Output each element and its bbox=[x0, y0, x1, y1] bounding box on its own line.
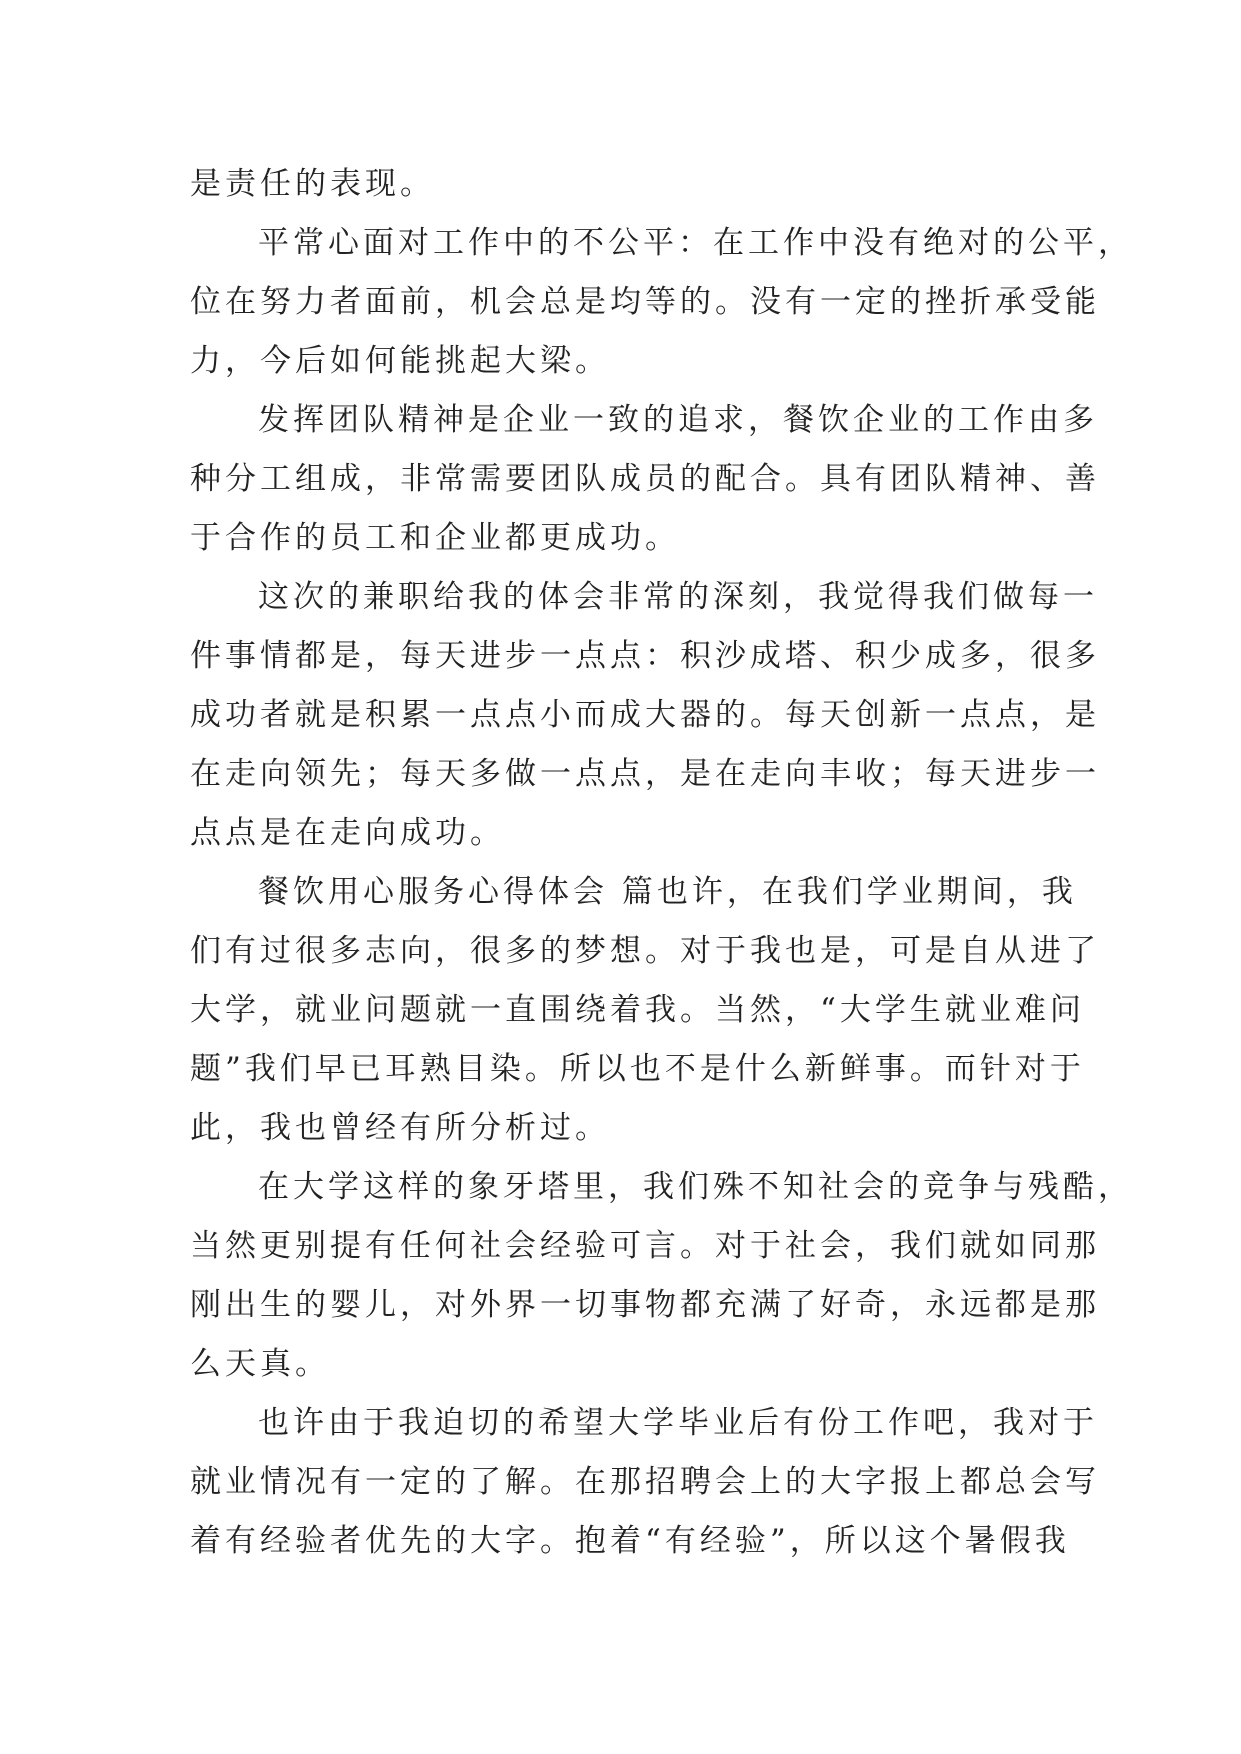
text-line: 餐饮用心服务心得体会 篇也许，在我们学业期间，我 bbox=[258, 874, 1077, 910]
paragraph-1 bbox=[190, 155, 1050, 214]
paragraph-6 bbox=[190, 1158, 1133, 1394]
text-line: 就业情况有一定的了解。在那招聘会上的大字报上都总会写 bbox=[190, 1464, 1100, 1500]
paragraph-5 bbox=[190, 863, 1100, 1158]
text-line: 平常心面对工作中的不公平：在工作中没有绝对的公平， bbox=[258, 225, 1133, 261]
text-line: 刚出生的婴儿，对外界一切事物都充满了好奇，永远都是那 bbox=[190, 1287, 1100, 1323]
paragraph-3 bbox=[190, 391, 1100, 568]
text-line: 在大学这样的象牙塔里，我们殊不知社会的竞争与残酷， bbox=[258, 1169, 1133, 1205]
text-line: 点点是在走向成功。 bbox=[190, 815, 505, 851]
text-line: 么天真。 bbox=[190, 1346, 330, 1382]
text-line: 题”我们早已耳熟目染。所以也不是什么新鲜事。而针对于 bbox=[190, 1051, 1085, 1087]
text-line: 成功者就是积累一点点小而成大器的。每天创新一点点，是 bbox=[190, 697, 1100, 733]
text-line: 也许由于我迫切的希望大学毕业后有份工作吧，我对于 bbox=[258, 1405, 1098, 1441]
text-line: 大学，就业问题就一直围绕着我。当然，“大学生就业难问 bbox=[190, 992, 1085, 1028]
text-line: 在走向领先；每天多做一点点，是在走向丰收；每天进步一 bbox=[190, 756, 1100, 792]
text-line: 此，我也曾经有所分析过。 bbox=[190, 1110, 610, 1146]
text-line: 件事情都是，每天进步一点点：积沙成塔、积少成多，很多 bbox=[190, 638, 1100, 674]
text-line: 当然更别提有任何社会经验可言。对于社会，我们就如同那 bbox=[190, 1228, 1100, 1264]
text-line: 于合作的员工和企业都更成功。 bbox=[190, 520, 680, 556]
text-line: 们有过很多志向，很多的梦想。对于我也是，可是自从进了 bbox=[190, 933, 1100, 969]
text-line: 种分工组成，非常需要团队成员的配合。具有团队精神、善 bbox=[190, 461, 1100, 497]
paragraph-7 bbox=[190, 1394, 1100, 1571]
document-body bbox=[190, 155, 1133, 1571]
text-line: 发挥团队精神是企业一致的追求，餐饮企业的工作由多 bbox=[258, 402, 1098, 438]
paragraph-4 bbox=[190, 568, 1100, 863]
text-line: 这次的兼职给我的体会非常的深刻，我觉得我们做每一 bbox=[258, 579, 1098, 615]
text-line: 力，今后如何能挑起大梁。 bbox=[190, 343, 610, 379]
text-line: 是责任的表现。 bbox=[190, 166, 435, 202]
text-line: 着有经验者优先的大字。抱着“有经验”，所以这个暑假我 bbox=[190, 1523, 1070, 1559]
paragraph-2 bbox=[190, 214, 1133, 391]
text-line: 位在努力者面前，机会总是均等的。没有一定的挫折承受能 bbox=[190, 284, 1100, 320]
